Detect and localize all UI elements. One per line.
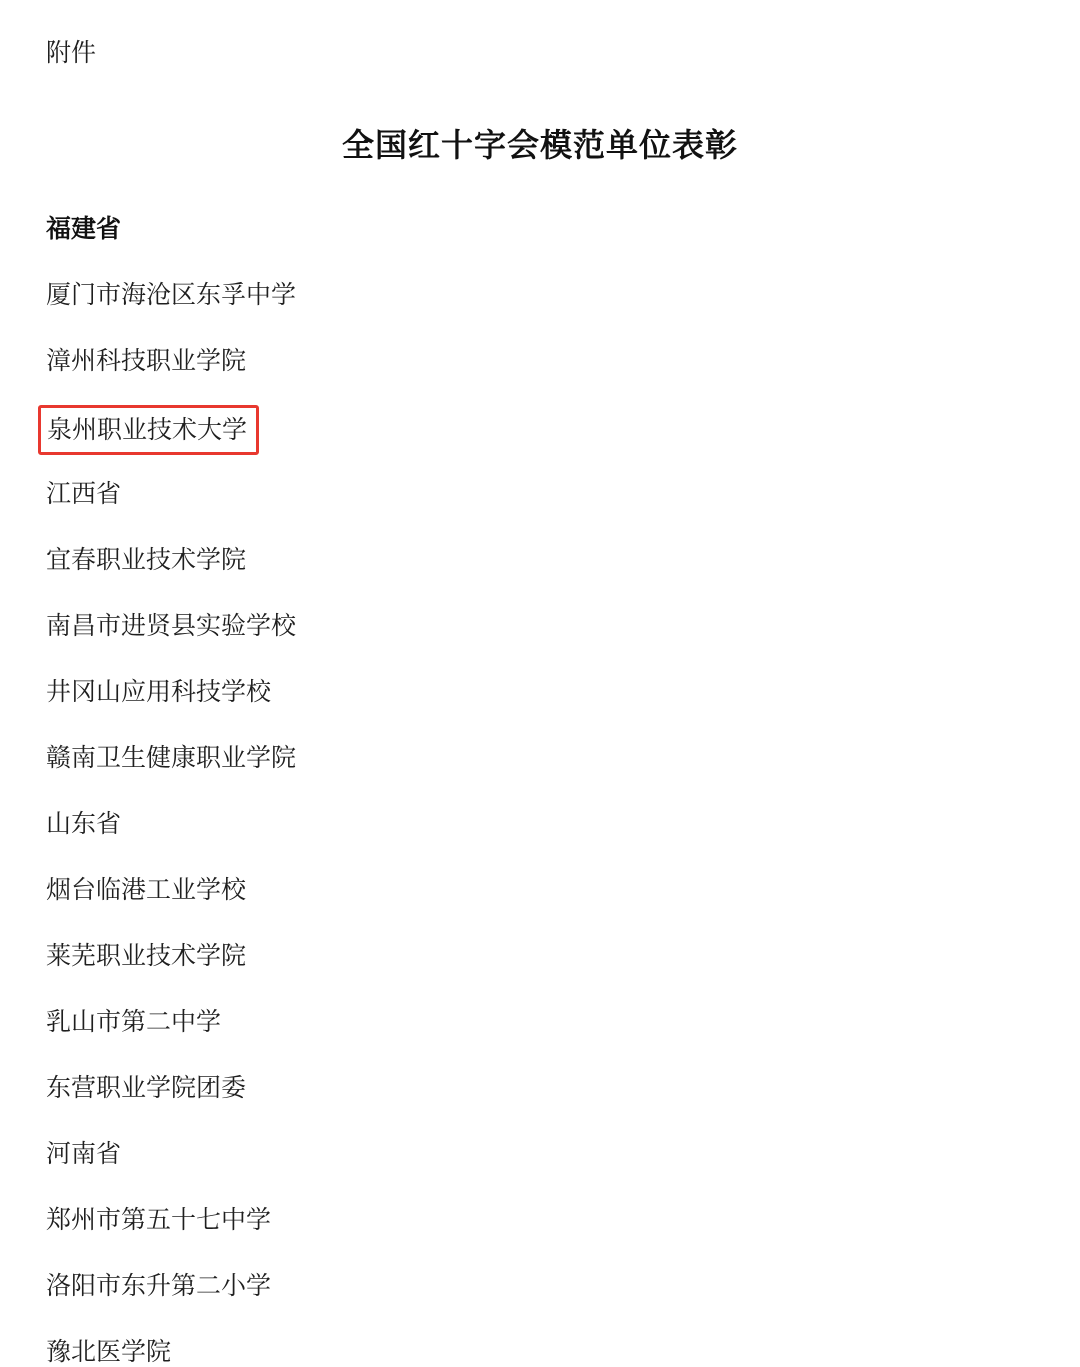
list-item: 豫北医学院 [46, 1338, 172, 1366]
list-item: 东营职业学院团委 [46, 1074, 247, 1102]
attachment-label: 附件 [46, 39, 97, 67]
list-item: 江西省 [46, 480, 122, 508]
list-item: 山东省 [46, 810, 122, 838]
list-item: 厦门市海沧区东孚中学 [46, 281, 297, 309]
highlighted-list-item: 泉州职业技术大学 [38, 405, 259, 455]
list-item: 宜春职业技术学院 [46, 546, 247, 574]
list-item: 乳山市第二中学 [46, 1008, 222, 1036]
list-item: 莱芜职业技术学院 [46, 942, 247, 970]
list-item: 洛阳市东升第二小学 [46, 1272, 272, 1300]
list-item: 郑州市第五十七中学 [46, 1206, 272, 1234]
list-item: 漳州科技职业学院 [46, 347, 247, 375]
list-item: 井冈山应用科技学校 [46, 678, 272, 706]
page-title: 全国红十字会模范单位表彰 [341, 127, 738, 163]
list-item: 南昌市进贤县实验学校 [46, 612, 297, 640]
list-item: 福建省 [46, 215, 122, 243]
list-item: 赣南卫生健康职业学院 [46, 744, 297, 772]
list-item: 河南省 [46, 1140, 122, 1168]
unit-list [44, 214, 1036, 1367]
list-item: 烟台临港工业学校 [46, 876, 247, 904]
